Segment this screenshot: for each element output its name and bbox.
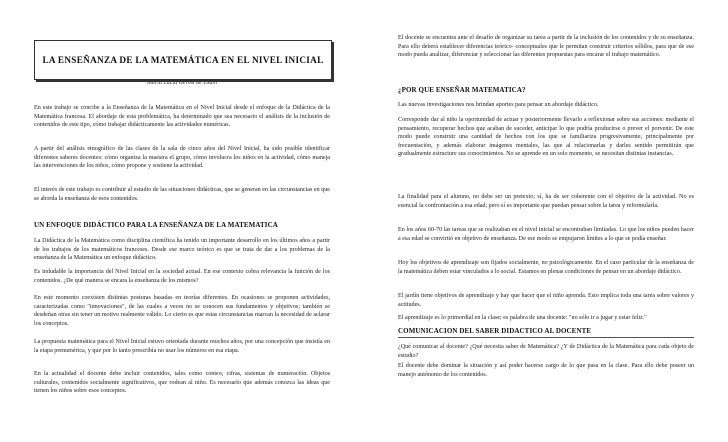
right-paragraph-3: Corresponde dar al niño la oportunidad de actuar y posteriormente llevarlo a reflexionar sobre sus acciones: mediante el pensamiento, recuperar hechos que acaban de suceder, anticipar lo que podría producirse o prever el porvenir. De este modo puede construir una cantidad de hechos con los que se familiariza progresivamente, principalmente por frecuentación, y además elaborar imágenes mentales, las que al relacionarlas y darles sentido permitirán que gradualmente estructure sus conocimientos. No se aprende en un solo momento, se necesitan distintas instancias. [398, 117, 694, 157]
left-heading-1: UN ENFOQUE DIDÁCTICO PARA LA ENSEÑANZA DE LA MATEMATICA [34, 221, 278, 229]
right-paragraph-9: ¿Qué comunicar al docente? ¿Qué necesita saber de Matemática? ¿Y de Didáctica de la Matemática para cada objeto de estudio? [398, 344, 694, 359]
left-paragraph-3: El interés de este trabajo es contribuir al estudio de las situaciones didácticas, que se generan en las circunstancias en que se aborda la enseñanza de esos contenidos. [34, 187, 330, 202]
right-heading-2: COMUNICACION DEL SABER DIDACTICO AL DOCENTE [398, 327, 592, 335]
right-heading-1: ¿POR QUE ENSEÑAR MATEMATICA? [398, 86, 526, 94]
author-name: María Lucía Gerosi de Esaın [146, 80, 218, 86]
right-paragraph-5: En los años 60-70 las tareas que se realizaban en el nivel inicial se encontraban limitadas. Lo que los niños pueden hacer a esa edad se convirtió en objetivo de enseñanza. De ese modo se empujaron límites a lo que se podía enseñar. [398, 227, 694, 242]
right-paragraph-4: La finalidad para el alumno, no debe ser un pretexto; sí, ha de ser coherente con el objetivo de la actividad. No es esencial la confrontación a esa edad; pero sí es importante que puedan pensar sobre la tarea y reformularla. [398, 194, 694, 209]
right-paragraph-8: El aprendizaje es lo primordial en la clase; es palabra de una docente: "no sólo ir a jugar y estar feliz." [398, 315, 647, 321]
left-paragraph-5: Es indudable la importancia del Nivel Inicial en la sociedad actual. En ese contexto cobra relevancia la función de los contenidos. ¿De qué manera se encara la enseñanza de los mismos? [34, 269, 330, 284]
left-paragraph-7: La propuesta matemática para el Nivel Inicial estuvo orientada durante muchos años, por una concepción que insistía en la etapa prenumérica, y que por lo tanto prescribía no usar los números en esa etapa. [34, 339, 330, 354]
left-paragraph-2: A partir del análisis etnográfico de las clases de la sala de cinco años del Nivel Inicial, ha sido posible identificar diferentes saberes docentes: cómo organiza la maestra el grupo, cómo involucra los niños en la actividad, cómo maneja las intervenciones de los niños, cómo propone y sostiene la actividad. [34, 146, 330, 169]
left-paragraph-8: En la actualidad el docente debe incluir contenidos, tales como conteo, cifras, sistemas de numeración. Objetos culturales, contenidos socialmente significativos, que rodean al niño. Es necesario que además conozca las ideas que tienen los niños sobre esos conceptos. [34, 371, 330, 394]
right-paragraph-6: Hoy los objetivos de aprendizaje son fijados socialmente, no psicológicamente. En el caso particular de la enseñanza de la matemática deben estar vinculados a lo social. Estamos en plenas condiciones de pensar en un abordaje didáctico. [398, 260, 694, 275]
document-title: LA ENSEÑANZA DE LA MATEMÁTICA EN EL NIVEL INICIAL [42, 55, 324, 65]
right-paragraph-10: El docente debe dominar la situación y así poder hacerse cargo de lo que pasa en la clase. Para ello debe poseer un manejo autónomo de los contenidos. [398, 363, 694, 378]
left-paragraph-1: En este trabajo se concibe a la Enseñanza de la Matemática en el Nivel Inicial desde el enfoque de la Didáctica de la Matemática francesa. El abordaje de esta problemática, ha determinado que sea necesario el análisis de la inclusión de contenidos de este tipo, cómo trabajar didácticamente las actividades numéricas. [34, 105, 330, 128]
left-paragraph-4: La Didáctica de la Matemática como disciplina científica ha tenido un importante desarrollo en los últimos años a partir de los trabajos de los matemáticos franceses. Desde ese marco teórico es que se trata de dar a los problemas de la enseñanza de la Matemática un enfoque didáctico. [34, 238, 330, 261]
title-box [34, 40, 332, 80]
left-paragraph-6: En este momento coexisten distintas posturas basadas en teorías diferentes. En ocasiones se proponen actividades, caracterizadas como "innovaciones", de las cuales a veces no se conocen sus fundamentos y objetivos; también se desdeñan otras sin tener un motivo realmente válido. Lo cierto es que estas circunstancias marcan la necesidad de aclarar los conceptos. [34, 295, 330, 327]
heading-divider [398, 337, 694, 338]
right-paragraph-1: El docente se encuentra ante el desafío de organizar su tarea a partir de la inclusión de los contenidos y de su enseñanza. Para ello deberá establecer diferencias teórico- conceptuales que le permitan construir criterios sólidos, para que de ese modo pueda analizar, diferenciar y seleccionar las diferentes propuestas para encarar el trabajo matemático. [398, 35, 694, 58]
right-paragraph-7: El jardín tiene objetivos de aprendizaje y hay que hacer que el niño aprenda. Esto implica toda una tarea sobre valores y actitudes. [398, 293, 694, 308]
right-paragraph-2: Las nuevas investigaciones nos brindan aportes para pensar un abordaje didáctico. [398, 102, 599, 108]
